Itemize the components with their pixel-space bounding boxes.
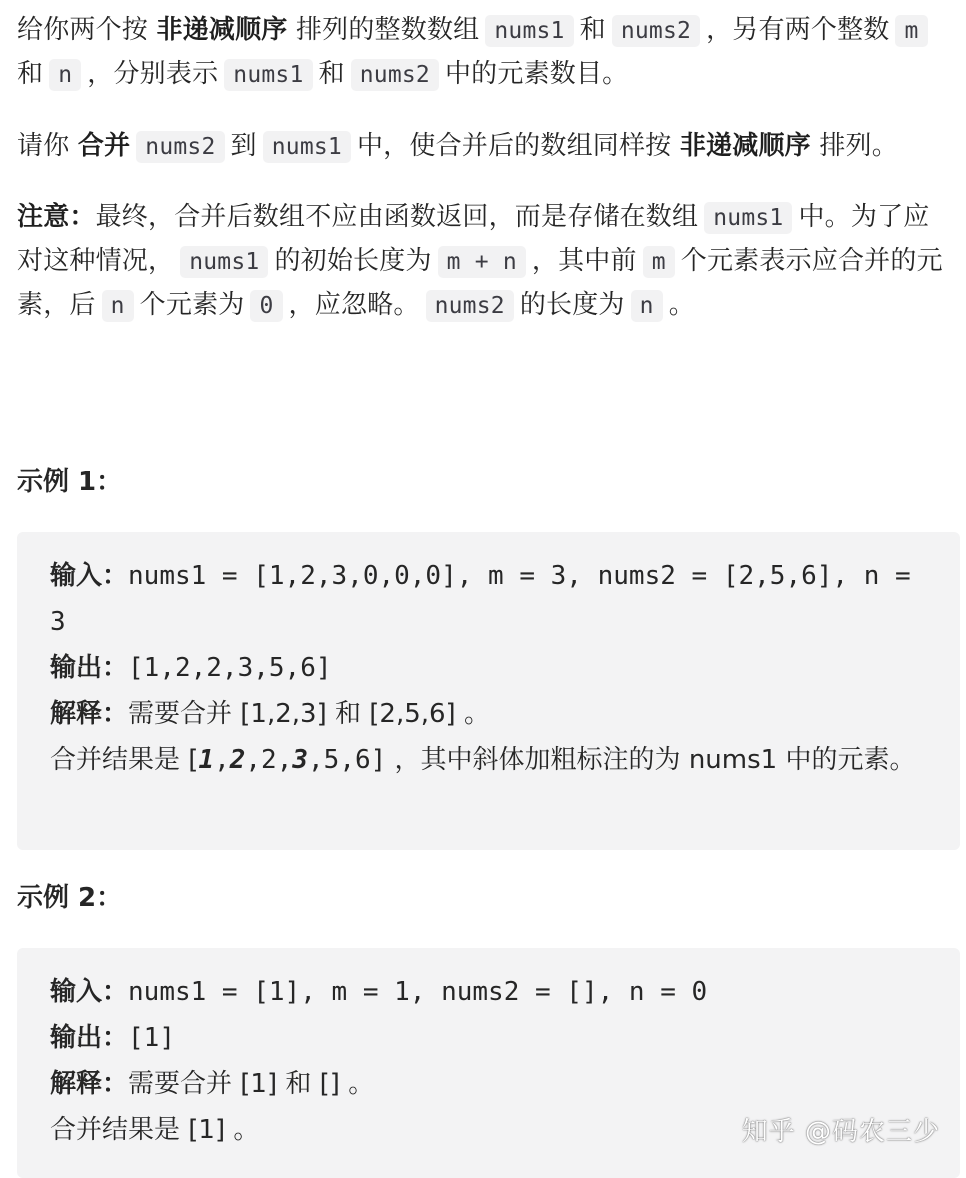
result-bold-2: 2 — [229, 745, 246, 775]
explanation-label: 解释： — [50, 1069, 129, 1099]
text: 最终，合并后数组不应由函数返回，而是存储在数组 — [95, 202, 699, 232]
result-rest: ,5,6] — [308, 745, 387, 775]
code-m-plus-n: m + n — [438, 246, 526, 278]
text: 排列。 — [810, 131, 898, 161]
text: 中，使合并后的数组同样按 — [356, 131, 680, 161]
text: 个元素表示应合并的元素，后 — [17, 246, 943, 320]
text: 和 — [17, 59, 44, 89]
code-nums1: nums1 — [224, 59, 312, 91]
result-comma: , — [214, 745, 230, 775]
note-label: 注意： — [17, 202, 96, 232]
example-1-block — [17, 532, 960, 850]
code-n: n — [631, 290, 663, 322]
code-nums1: nums1 — [485, 15, 573, 47]
result-text: 合并结果是 [1] 。 — [50, 1115, 260, 1145]
output-value: [1,2,2,3,5,6] — [128, 653, 332, 683]
description-paragraph-2 — [17, 125, 952, 169]
description-paragraph-note — [17, 196, 952, 328]
output-value: [1] — [128, 1023, 175, 1053]
text: 排列的整数数组 — [287, 15, 480, 45]
code-nums2: nums2 — [612, 15, 700, 47]
code-nums2: nums2 — [351, 59, 439, 91]
explanation-text: 需要合并 [1] 和 [] 。 — [128, 1069, 375, 1099]
emphasis-non-decreasing: 非递减顺序 — [679, 131, 811, 161]
result-bold-1: 1 — [198, 745, 215, 775]
result-prefix: 合并结果是 [ — [50, 745, 199, 775]
explanation-text: 需要合并 [1,2,3] 和 [2,5,6] 。 — [128, 699, 490, 729]
text: 请你 — [17, 131, 78, 161]
text: 。 — [668, 290, 695, 320]
explanation-label: 解释： — [50, 699, 129, 729]
code-n: n — [49, 59, 81, 91]
text: 到 — [230, 131, 257, 161]
result-suffix: ，其中斜体加粗标注的为 nums1 中的元素。 — [386, 745, 916, 775]
input-value: nums1 = [1,2,3,0,0,0], m = 3, nums2 = [2,5,6], n = 3 — [50, 561, 927, 637]
text: 中的元素数目。 — [444, 59, 629, 89]
input-label: 输入： — [50, 561, 129, 591]
input-value: nums1 = [1], m = 1, nums2 = [], n = 0 — [128, 977, 708, 1007]
result-bold-3: 3 — [292, 745, 309, 775]
code-nums2: nums2 — [136, 131, 224, 163]
code-nums1: nums1 — [704, 202, 792, 234]
text: 的长度为 — [519, 290, 625, 320]
text: 和 — [318, 59, 345, 89]
watermark: 知乎 @码农三少 — [741, 1117, 940, 1147]
code-m: m — [643, 246, 675, 278]
example-2-heading: 示例 2： — [17, 883, 123, 913]
output-label: 输出： — [50, 653, 129, 683]
description-paragraph-1 — [17, 0, 952, 97]
code-nums1: nums1 — [180, 246, 268, 278]
code-nums1: nums1 — [263, 131, 351, 163]
text: ，分别表示 — [87, 59, 219, 89]
input-label: 输入： — [50, 977, 129, 1007]
text: 和 — [579, 15, 606, 45]
result-mid: ,2, — [245, 745, 293, 775]
emphasis-non-decreasing: 非递减顺序 — [156, 15, 288, 45]
text: 给你两个按 — [17, 15, 157, 45]
text: 个元素为 — [139, 290, 245, 320]
code-m: m — [895, 15, 927, 47]
code-n: n — [102, 290, 134, 322]
code-nums2: nums2 — [426, 290, 514, 322]
emphasis-merge: 合并 — [77, 131, 131, 161]
code-zero: 0 — [250, 290, 282, 322]
output-label: 输出： — [50, 1023, 129, 1053]
text: 的初始长度为 — [274, 246, 432, 276]
text: ，其中前 — [531, 246, 637, 276]
example-1-heading: 示例 1： — [17, 467, 123, 497]
text: 中。为了应对这种情况， — [17, 202, 930, 276]
text: ，应忽略。 — [288, 290, 420, 320]
text: ，另有两个整数 — [706, 15, 890, 45]
